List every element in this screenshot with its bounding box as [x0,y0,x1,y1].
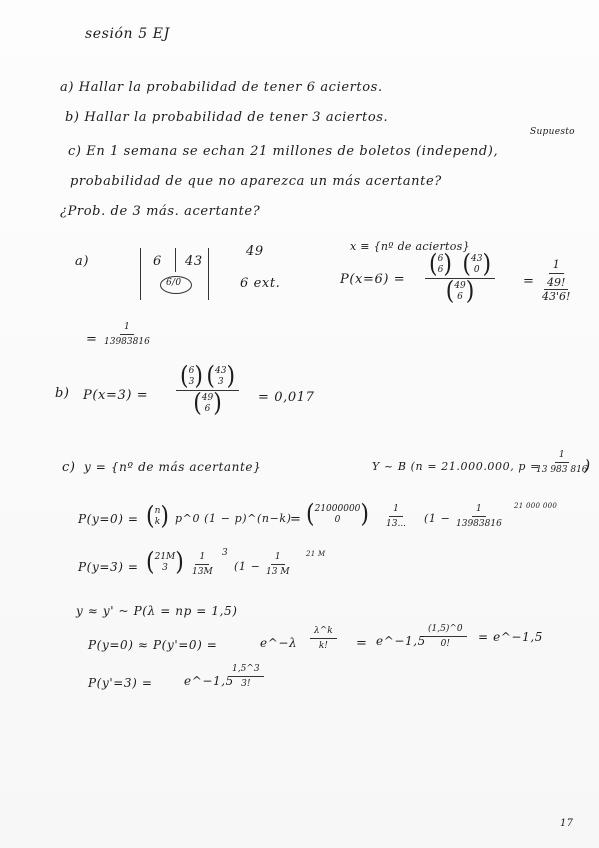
pois0-f-num: λ^k [310,626,337,639]
binom-b2-bot: 3 [217,377,224,387]
binom-a2-bot: 0 [473,265,480,275]
part-b-label: b) [55,386,70,401]
binom-a1-top: 6 [437,254,444,264]
dist-close: ) [584,456,591,475]
pois0-e2: e^−1,5 [376,634,426,648]
factorial-num: 1 [549,258,564,274]
py3-f2-den: 13 M [266,567,290,577]
statement-c-line3: ¿Prob. de 3 más. acertante? [60,204,261,219]
extract-6: 6 ext. [240,276,281,291]
py3-binom: ( 21M 3 ) [146,548,184,577]
py3-f-den: 13M [192,567,213,577]
py0-f2-num: 1 [472,504,486,517]
part-a-label: a) [75,254,90,269]
py3-fraction2 [262,552,294,577]
py3-exp1: 3 [222,548,229,558]
pois0-e: e^−λ [260,636,298,650]
binom-fraction-b: ( 6 3 ) ( 43 3 ) ( 49 6 ) [176,366,239,415]
py3-b-bot: 3 [162,563,168,573]
result-a-num: 1 [120,322,134,335]
page-number: 17 [560,818,574,829]
binom-b1-bot: 3 [188,377,195,387]
pois3-lhs: P(y'=3) = [88,676,153,690]
result-a-den: 13983816 [104,337,150,347]
pois3-fraction [228,664,264,689]
pois3-f-den: 3! [241,679,251,689]
py0-binom-n0: ( 21000000 0 ) [306,500,369,529]
py0-fraction2 [452,504,506,529]
table-right-value: 43 [185,254,203,269]
pois0-fraction1 [310,626,337,651]
binom-b3-bot: 6 [204,404,211,414]
py3-fraction1 [188,552,217,577]
table-left-line [140,248,141,300]
y-definition: y = {nº de más acertante} [84,460,262,474]
binom-b2-top: 43 [215,366,227,376]
pois0-equals: = [356,636,368,651]
binom-fraction-a: ( 6 6 ) ( 43 0 ) ( 49 6 ) [425,254,495,303]
result-a-equals: = [86,332,98,347]
statement-c-line2: probabilidad de que no aparezca un más acertante? [70,174,442,189]
py0-f-den: 13... [386,519,407,529]
statement-a: a) Hallar la probabilidad de tener 6 aciertos. [60,80,383,95]
binom-a3-top: 49 [454,281,466,291]
py3-lhs: P(y=3) = [78,560,139,574]
pois3-e: e^−1,5 [184,674,234,688]
p-fraction [532,450,592,475]
pois0-f-den: k! [318,641,328,651]
table-mid-line [175,248,176,272]
statement-b: b) Hallar la probabilidad de tener 3 aciertos. [65,110,389,125]
pois0-lhs: P(y=0) ≈ P(y'=0) = [88,638,218,652]
pois3-f-num: 1,5^3 [228,664,264,677]
py0-b2-bot: 0 [334,515,341,525]
py0-b1-top: n [154,506,161,516]
py0-minus: (1 − [424,512,451,525]
py3-minus: (1 − [234,560,261,573]
pois0-fraction2 [424,624,467,649]
py3-f-num: 1 [195,552,209,565]
pois0-f2-den: 0! [440,639,450,649]
total-49: 49 [246,244,264,259]
binom-a3-bot: 6 [457,292,463,302]
part-c-label: c) [62,460,76,475]
py3-b-top: 21M [154,552,176,562]
py0-b2-top: 21000000 [314,504,361,514]
py0-fraction1 [382,504,410,529]
py0-equals: = [290,512,302,527]
binom-a2-top: 43 [471,254,483,264]
py0-f2-den: 13983816 [456,519,502,529]
py0-b1-bot: k [154,517,161,527]
factorial-den-den: 43'6! [542,290,571,303]
prob-x3-lhs: P(x=3) = [83,388,149,403]
result-b: = 0,017 [258,390,315,405]
table-left-value: 6 [153,254,162,269]
py3-exp2: 21 M [306,550,326,558]
factorial-den-num: 49! [544,276,568,290]
binom-a1-bot: 6 [437,265,444,275]
py0-f-num: 1 [389,504,403,517]
variable-definition: x ≡ {nº de aciertos} [350,240,470,253]
py0-lhs: P(y=0) = [78,512,139,526]
binomial-distribution: Y ~ B (n = 21.000.000, p = [372,460,540,473]
table-right-line [208,248,209,300]
poisson-approx: y ≈ y' ~ P(λ = np = 1,5) [76,604,238,618]
py0-middle: p^0 (1 − p)^(n−k) [175,512,292,525]
py0-binom-nk: ( n k ) [146,502,169,531]
p-num: 1 [555,450,569,463]
py0-exponent: 21 000 000 [514,502,558,510]
factorial-fraction-a [538,258,574,303]
prob-x6-lhs: P(x=6) = [340,272,406,287]
statement-c-line1: c) En 1 semana se echan 21 millones de boletos (independ), [68,144,499,159]
binom-b1-top: 6 [188,366,195,376]
binom-b3-top: 49 [201,393,214,403]
py3-f2-num: 1 [271,552,285,565]
pois0-f2-num: (1,5)^0 [424,624,467,637]
circled-cell-text: 6/0 [166,278,182,288]
pois0-result: = e^−1,5 [478,630,543,644]
session-title: sesión 5 EJ [85,26,170,42]
result-a-fraction [100,322,154,347]
note-supuesto: Supuesto [530,127,575,137]
p-den: 13 983 816 [536,465,588,475]
equals-a: = [523,274,535,289]
